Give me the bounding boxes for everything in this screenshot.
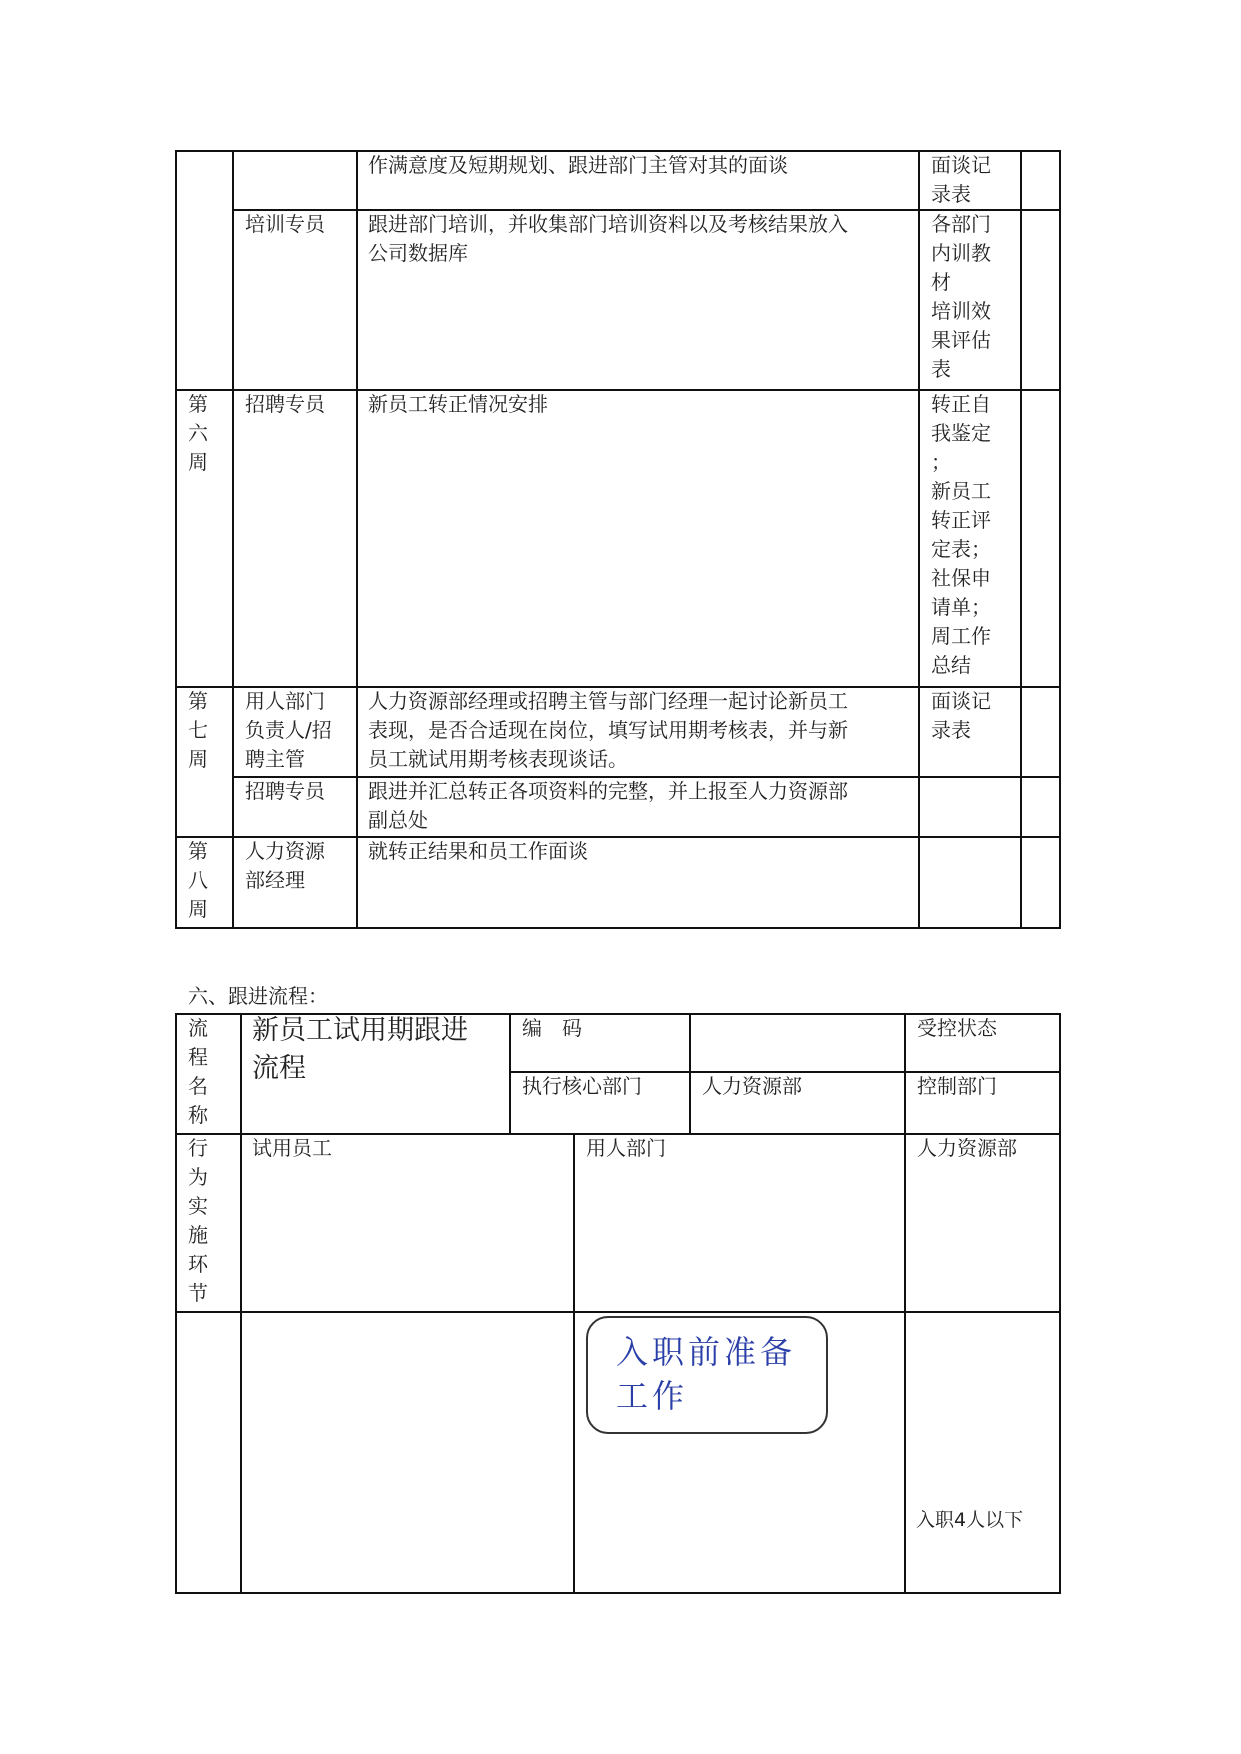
flow-name-label: 流 程 名 称 [188, 1016, 208, 1127]
table-border [175, 1013, 177, 1594]
role-cell: 培训专员 [245, 212, 325, 236]
table-border [356, 150, 358, 929]
table-border [1059, 150, 1061, 929]
document-cell: 面谈记 录表 [931, 689, 991, 742]
section-heading: 六、跟进流程： [188, 984, 328, 1008]
role-cell: 招聘专员 [245, 779, 325, 803]
document-cell: 转正自 我鉴定 ； 新员工 转正评 定表； 社保申 请单； 周工作 总结 [931, 392, 991, 677]
document-cell: 各部门 内训教 材 培训效 果评估 表 [931, 212, 991, 381]
exec-dept-value: 人力资源部 [702, 1074, 802, 1098]
table-border [232, 150, 234, 929]
hr-note: 入职4人以下 [916, 1509, 1024, 1531]
column-hr-dept: 人力资源部 [917, 1136, 1017, 1160]
table-border [509, 1013, 511, 1135]
table-border [175, 1592, 1061, 1594]
week-cell: 第 七 周 [188, 689, 208, 771]
column-probation-employee: 试用员工 [252, 1136, 332, 1160]
table-border [689, 1013, 691, 1135]
table-border [175, 150, 177, 929]
table-border [904, 1013, 906, 1594]
week-cell: 第 八 周 [188, 839, 208, 921]
task-cell: 人力资源部经理或招聘主管与部门经理一起讨论新员工 表现，是否合适现在岗位，填写试用期考核表，并与新 员工就试用期考核表现谈话。 [368, 689, 848, 771]
table-border [573, 1133, 575, 1594]
table-border [1059, 1013, 1061, 1594]
role-cell: 招聘专员 [245, 392, 325, 416]
exec-dept-label: 执行核心部门 [522, 1074, 642, 1098]
task-cell: 作满意度及短期规划、跟进部门主管对其的面谈 [368, 153, 788, 177]
task-cell: 就转正结果和员工作面谈 [368, 839, 588, 863]
column-hiring-dept: 用人部门 [586, 1136, 666, 1160]
flow-name-value: 新员工试用期跟进 流程 [252, 1015, 468, 1084]
task-cell: 新员工转正情况安排 [368, 392, 548, 416]
table-border [240, 1013, 242, 1594]
task-cell: 跟进部门培训，并收集部门培训资料以及考核结果放入 公司数据库 [368, 212, 848, 265]
row-divider [175, 1311, 1061, 1313]
role-cell: 人力资源 部经理 [245, 839, 325, 892]
control-dept-label: 控制部门 [917, 1074, 997, 1098]
document-cell: 面谈记 录表 [931, 153, 991, 206]
table-border [175, 927, 1061, 929]
stage-label: 行 为 实 施 环 节 [188, 1136, 208, 1305]
code-label: 编 码 [522, 1016, 582, 1040]
week-cell: 第 六 周 [188, 392, 208, 474]
task-cell: 跟进并汇总转正各项资料的完整，并上报至人力资源部 副总处 [368, 779, 848, 832]
role-cell: 用人部门 负责人/招 聘主管 [245, 689, 332, 771]
table-border [918, 150, 920, 929]
controlled-status-label: 受控状态 [917, 1016, 997, 1040]
flow-step-pre-onboarding: 入职前准备 工作 [586, 1316, 828, 1434]
table-border [1020, 150, 1022, 929]
